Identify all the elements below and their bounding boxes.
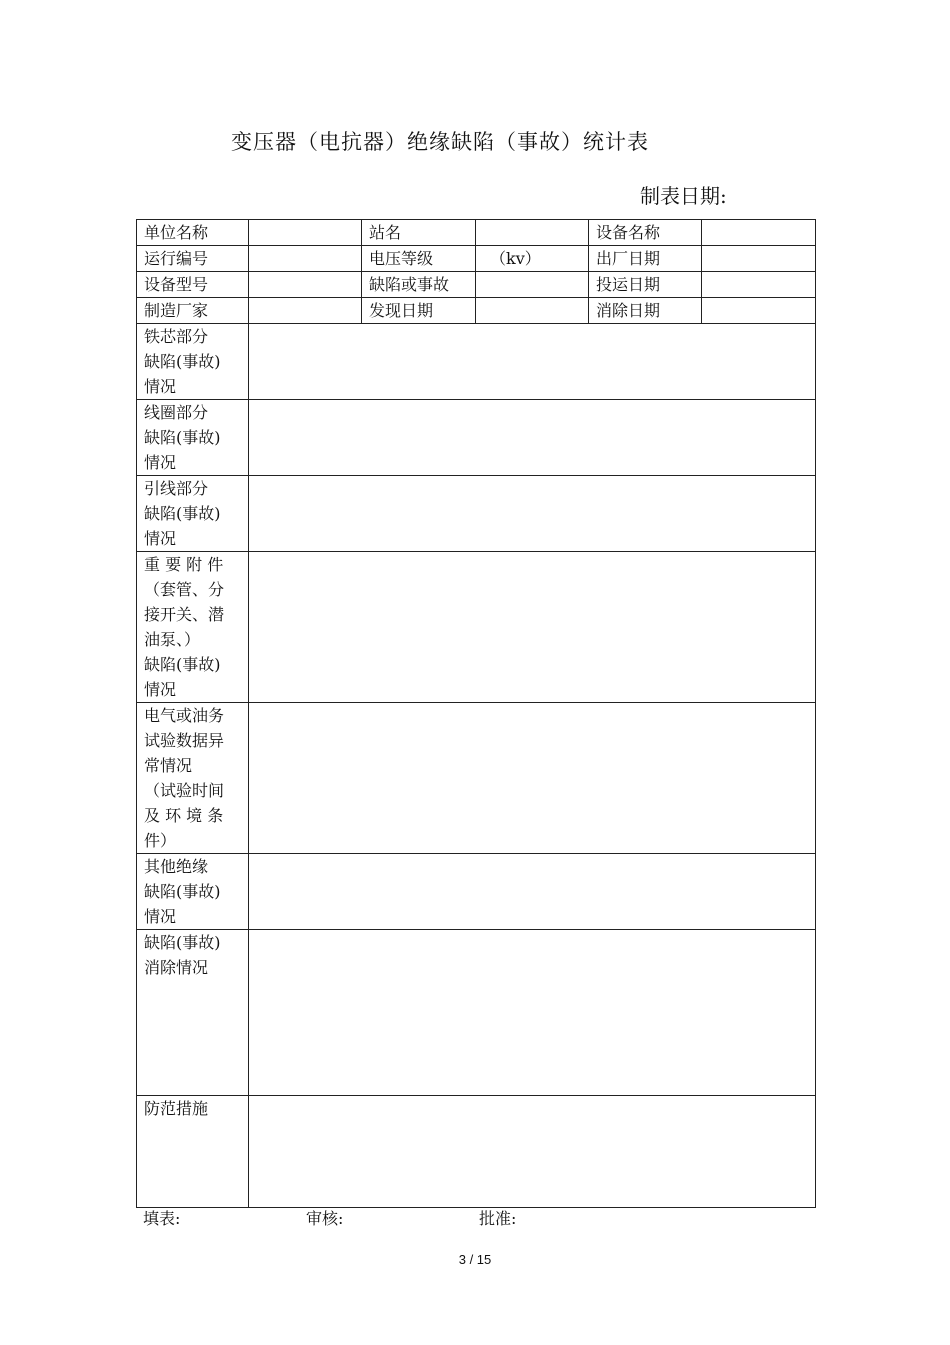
winding-defect-field[interactable] xyxy=(249,400,816,476)
table-row xyxy=(137,400,816,476)
other-insulation-defect-field[interactable] xyxy=(249,854,816,930)
test-data-abnormal-field[interactable] xyxy=(249,703,816,854)
voltage-level-field[interactable]: （kv） xyxy=(476,246,589,272)
table-row xyxy=(137,220,816,246)
station-name-label: 站名 xyxy=(362,220,476,246)
discovery-date-label: 发现日期 xyxy=(362,298,476,324)
accessory-defect-label: 重 要 附 件 （套管、分 接开关、潜 油泵、） 缺陷(事故) 情况 xyxy=(137,552,249,703)
operation-number-label: 运行编号 xyxy=(137,246,249,272)
date-label: 制表日期: xyxy=(640,184,727,208)
table-row xyxy=(137,703,816,854)
voltage-level-label: 电压等级 xyxy=(362,246,476,272)
other-insulation-defect-label: 其他绝缘 缺陷(事故) 情况 xyxy=(137,854,249,930)
station-name-field[interactable] xyxy=(476,220,589,246)
equipment-name-field[interactable] xyxy=(702,220,816,246)
core-defect-label: 铁芯部分 缺陷(事故) 情况 xyxy=(137,324,249,400)
accessory-defect-field[interactable] xyxy=(249,552,816,703)
document-title: 变压器（电抗器）绝缘缺陷（事故）统计表 xyxy=(231,130,649,154)
manufacture-date-label: 出厂日期 xyxy=(589,246,702,272)
unit-name-label: 单位名称 xyxy=(137,220,249,246)
test-data-abnormal-label: 电气或油务 试验数据异 常情况 （试验时间 及 环 境 条 件） xyxy=(137,703,249,854)
table-row xyxy=(137,272,816,298)
preventive-measures-label: 防范措施 xyxy=(137,1096,249,1208)
preventive-measures-field[interactable] xyxy=(249,1096,816,1208)
elimination-date-label: 消除日期 xyxy=(589,298,702,324)
table-row xyxy=(137,324,816,400)
manufacture-date-field[interactable] xyxy=(702,246,816,272)
reviewed-by-label: 审核: xyxy=(306,1209,344,1228)
lead-defect-field[interactable] xyxy=(249,476,816,552)
defect-elimination-label: 缺陷(事故) 消除情况 xyxy=(137,930,249,1096)
table-row xyxy=(137,246,816,272)
table-row xyxy=(137,476,816,552)
defect-elimination-field[interactable] xyxy=(249,930,816,1096)
defect-statistics-table xyxy=(136,219,816,1208)
table-row xyxy=(137,854,816,930)
defect-or-accident-label: 缺陷或事故 xyxy=(362,272,476,298)
manufacturer-label: 制造厂家 xyxy=(137,298,249,324)
operation-number-field[interactable] xyxy=(249,246,362,272)
lead-defect-label: 引线部分 缺陷(事故) 情况 xyxy=(137,476,249,552)
table-row xyxy=(137,298,816,324)
unit-name-field[interactable] xyxy=(249,220,362,246)
equipment-model-label: 设备型号 xyxy=(137,272,249,298)
approved-by-label: 批准: xyxy=(479,1209,517,1228)
equipment-name-label: 设备名称 xyxy=(589,220,702,246)
page-number: 3 / 15 xyxy=(458,1252,492,1267)
elimination-date-field[interactable] xyxy=(702,298,816,324)
table-row xyxy=(137,930,816,1096)
winding-defect-label: 线圈部分 缺陷(事故) 情况 xyxy=(137,400,249,476)
filled-by-label: 填表: xyxy=(143,1209,181,1228)
core-defect-field[interactable] xyxy=(249,324,816,400)
commission-date-field[interactable] xyxy=(702,272,816,298)
manufacturer-field[interactable] xyxy=(249,298,362,324)
table-row xyxy=(137,1096,816,1208)
discovery-date-field[interactable] xyxy=(476,298,589,324)
table-row xyxy=(137,552,816,703)
equipment-model-field[interactable] xyxy=(249,272,362,298)
defect-or-accident-field[interactable] xyxy=(476,272,589,298)
commission-date-label: 投运日期 xyxy=(589,272,702,298)
